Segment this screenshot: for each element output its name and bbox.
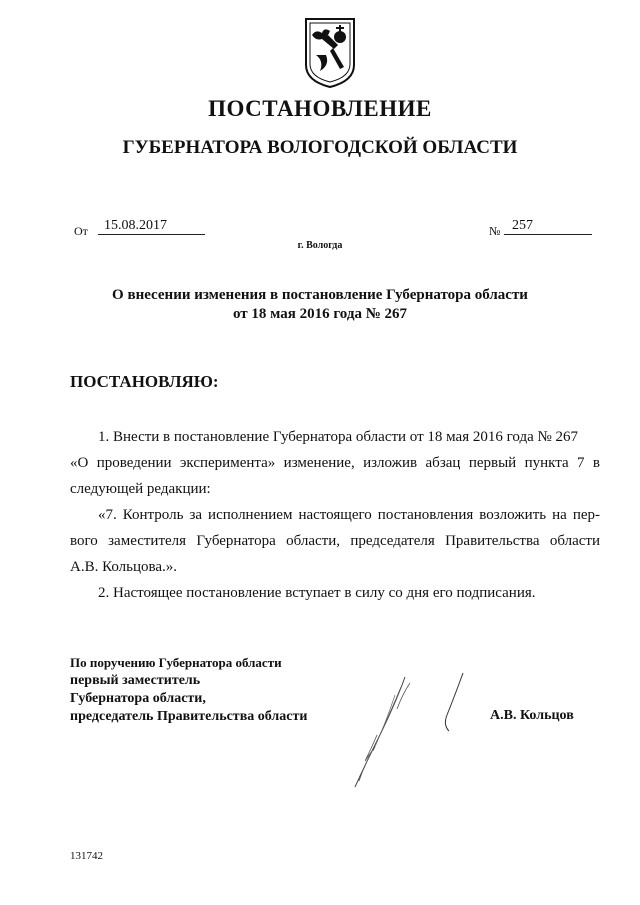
signature-line-1: По поручению Губернатора области (70, 655, 282, 670)
subject (0, 286, 640, 324)
p1-line-3: следующей редакции: (70, 481, 211, 497)
handwritten-signature (325, 665, 475, 795)
coat-of-arms-icon (300, 15, 360, 90)
decree-heading: ПОСТАНОВЛЯЮ: (70, 372, 219, 391)
date-prefix: От (74, 224, 88, 238)
number-value: 257 (512, 218, 533, 233)
signature-line-4: председатель Правительства области (70, 709, 308, 724)
p2-line-2: вого заместителя Губернатора области, председателя Правительства области (70, 533, 600, 549)
date-value: 15.08.2017 (104, 218, 167, 233)
document-title: ПОСТАНОВЛЕНИЕ (208, 96, 432, 121)
signatory-name: А.В. Кольцов (490, 708, 574, 723)
signature-line-2: первый заместитель (70, 673, 201, 688)
issuer-title: ГУБЕРНАТОРА ВОЛОГОДСКОЙ ОБЛАСТИ (122, 137, 518, 158)
subject-line-2: от 18 мая 2016 года № 267 (232, 306, 408, 322)
number-underline (504, 234, 592, 235)
p2-line-1: «7. Контроль за исполнением настоящего постановления возложить на пер- (98, 507, 600, 523)
number-prefix: № (489, 224, 501, 238)
signature-line-3: Губернатора области, (70, 691, 206, 706)
p3: 2. Настоящее постановление вступает в силу со дня его подписания. (98, 585, 536, 601)
date-underline (98, 234, 205, 235)
p1-line-1: 1. Внести в постановление Губернатора области от 18 мая 2016 года № 267 (98, 429, 579, 445)
signature-block (70, 654, 307, 726)
p2-line-3: А.В. Кольцова.». (70, 559, 178, 575)
subject-line-1: О внесении изменения в постановление Губернатора области (112, 287, 528, 303)
place: г. Вологда (297, 240, 343, 251)
p1-line-2: «О проведении эксперимента» изменение, изложив абзац первый пункта 7 в (70, 455, 600, 471)
document-code: 131742 (70, 850, 103, 862)
